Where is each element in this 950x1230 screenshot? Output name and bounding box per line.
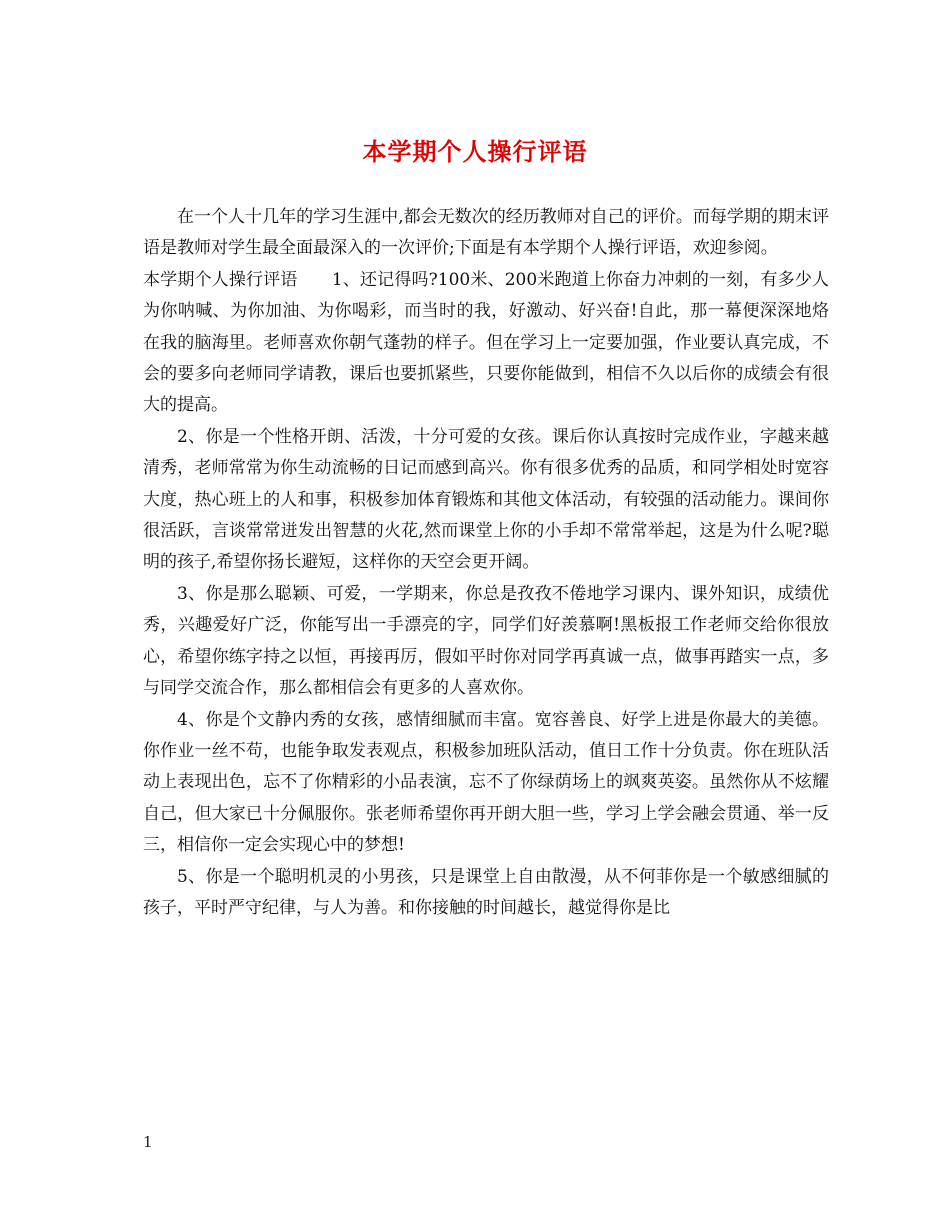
paragraph-intro: 在一个人十几年的学习生涯中,都会无数次的经历教师对自己的评价。而每学期的期末评语是教师对学生最全面最深入的一次评价;下面是有本学期个人操行评语，欢迎参阅。 (143, 207, 829, 259)
document-body (143, 202, 829, 924)
page-number: 1 (143, 1133, 153, 1151)
paragraph-comment-5: 5、你是一个聪明机灵的小男孩，只是课堂上自由散漫，从不何菲你是一个敏感细腻的孩子，平时严守纪律，与人为善。和你接触的时间越长，越觉得你是比 (143, 866, 829, 918)
document-title: 本学期个人操行评语 (362, 137, 588, 166)
paragraph-comment-2: 2、你是一个性格开朗、活泼，十分可爱的女孩。课后你认真按时完成作业，字越来越清秀，老师常常为你生动流畅的日记而感到高兴。你有很多优秀的品质，和同学相处时宽容大度，热心班上的人和事，积极参加体育锻炼和其他文体活动，有较强的活动能力。课间你很活跃，言谈常常迸发出智慧的火花,然而课堂上你的小手却不常常举起，这是为什么呢?聪明的孩子,希望你扬长避短，这样你的天空会更开阔。 (143, 426, 829, 573)
paragraph-comment-1: 本学期个人操行评语 1、还记得吗?100米、200米跑道上你奋力冲刺的一刻，有多少人为你呐喊、为你加油、为你喝彩，而当时的我，好激动、好兴奋!自此，那一幕便深深地烙在我的脑海里。老师喜欢你朝气蓬勃的样子。但在学习上一定要加强，作业要认真完成，不会的要多向老师同学请教，课后也要抓紧些，只要你能做到，相信不久以后你的成绩会有很大的提高。 (143, 269, 829, 416)
paragraph-comment-4: 4、你是个文静内秀的女孩，感情细腻而丰富。宽容善良、好学上进是你最大的美德。你作业一丝不苟，也能争取发表观点，积极参加班队活动，值日工作十分负责。你在班队活动上表现出色，忘不了你精彩的小品表演，忘不了你绿荫场上的飒爽英姿。虽然你从不炫耀自己，但大家已十分佩服你。张老师希望你再开朗大胆一些，学习上学会融会贯通、举一反三，相信你一定会实现心中的梦想! (143, 709, 829, 856)
paragraph-comment-3: 3、你是那么聪颖、可爱，一学期来，你总是孜孜不倦地学习课内、课外知识，成绩优秀，兴趣爱好广泛，你能写出一手漂亮的字，同学们好羡慕啊!黑板报工作老师交给你很放心，希望你练字持之以恒，再接再厉，假如平时你对同学再真诚一点，做事再踏实一点，多与同学交流合作，那么都相信会有更多的人喜欢你。 (143, 583, 829, 699)
